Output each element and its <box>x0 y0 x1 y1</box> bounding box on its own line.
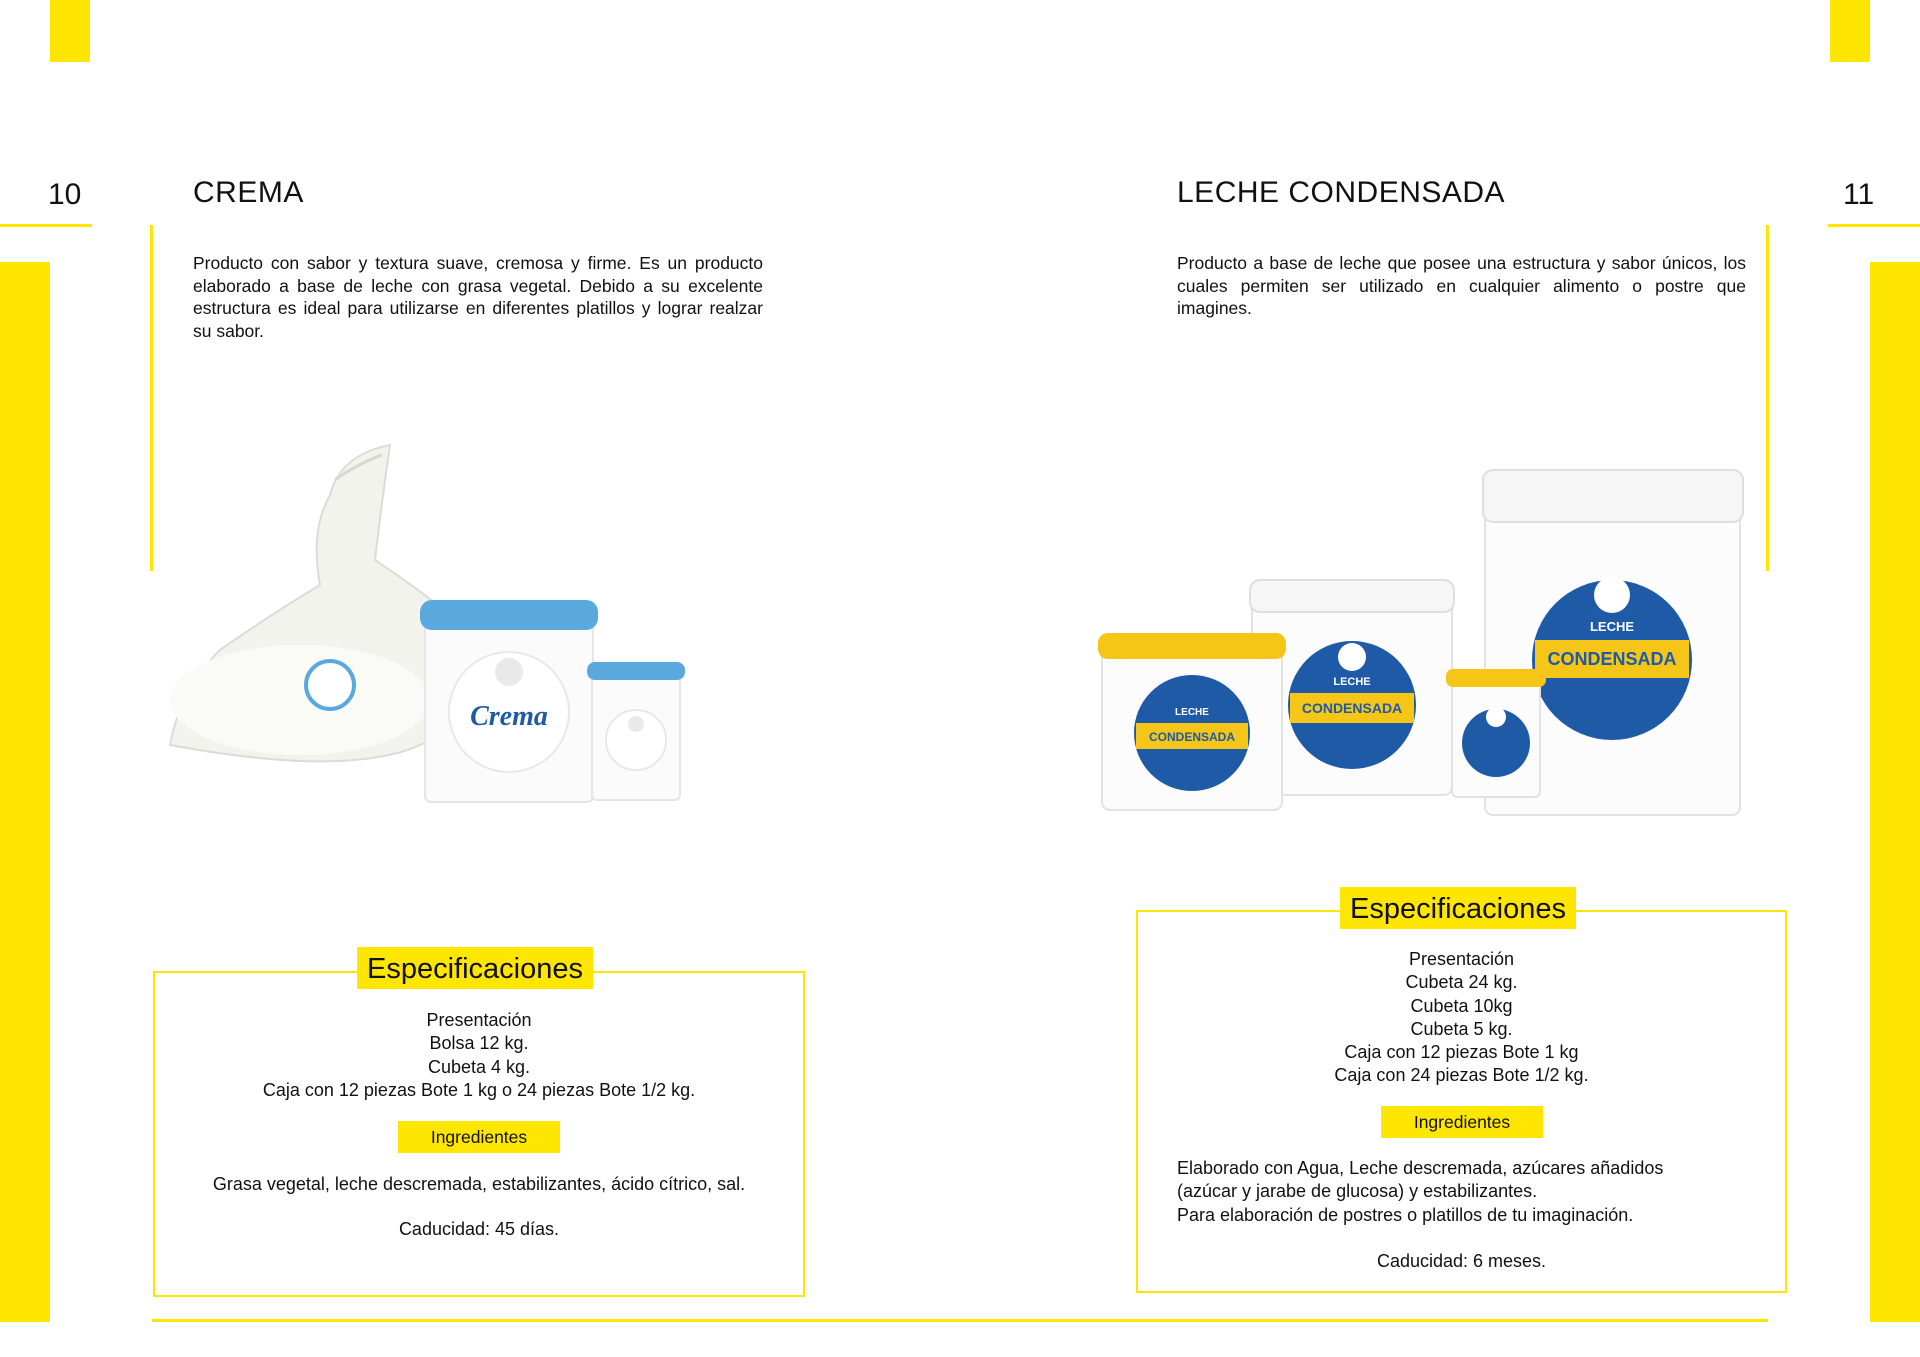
left-page-number: 10 <box>48 178 82 211</box>
condensada-big-label-2: CONDENSADA <box>1547 649 1677 669</box>
crema-label-text: Crema <box>470 701 548 732</box>
condensada-presentation-item: Caja con 24 piezas Bote 1/2 kg. <box>1334 1065 1589 1086</box>
crema-ingredients-heading: Ingredientes <box>398 1121 560 1153</box>
top-right-yellow-bar <box>1830 0 1870 62</box>
crema-presentation-item: Cubeta 4 kg. <box>427 1056 531 1077</box>
condensada-ingredients-line: Para elaboración de postres o platillos de tu imaginación. <box>1177 1204 1634 1225</box>
condensada-specs-heading: Especificaciones <box>1340 887 1576 929</box>
left-vertical-rule <box>150 225 153 571</box>
condensada-presentation <box>1136 948 1787 1088</box>
crema-shelf-life: Caducidad: 45 días. <box>398 1219 560 1239</box>
bottom-rule <box>152 1319 1768 1322</box>
right-yellow-bar <box>1870 262 1920 1322</box>
condensada-presentation-item: Caja con 12 piezas Bote 1 kg <box>1344 1042 1579 1063</box>
crema-product-image <box>160 440 700 810</box>
condensada-mid-label-2: CONDENSADA <box>1301 700 1403 716</box>
crema-title: CREMA <box>193 176 304 209</box>
condensada-title: LECHE CONDENSADA <box>1177 176 1506 209</box>
right-page-number: 11 <box>1843 178 1875 211</box>
condensada-small-label-2: CONDENSADA <box>1148 730 1236 744</box>
crema-presentation-item: Bolsa 12 kg. <box>429 1033 529 1054</box>
crema-specs-heading: Especificaciones <box>357 947 593 989</box>
condensada-ingredients <box>1177 1157 1777 1227</box>
condensada-product-image <box>1090 465 1770 825</box>
condensada-big-label-1: LECHE <box>1589 619 1635 634</box>
crema-description: Producto con sabor y textura suave, cremosa y firme. Es un producto elaborado a base de leche con grasa vegetal. Debido a su excelente estructura es ideal para utilizarse en diferentes platillos y lograr realzar su sabor. <box>193 253 763 341</box>
crema-presentation-item: Caja con 12 piezas Bote 1 kg o 24 piezas Bote 1/2 kg. <box>262 1079 696 1100</box>
condensada-ingredients-heading: Ingredientes <box>1381 1106 1543 1138</box>
condensada-description: Producto a base de leche que posee una estructura y sabor únicos, los cuales permiten ser utilizado en cualquier alimento o postre que imagines. <box>1177 253 1746 318</box>
right-page-number-rule <box>1828 224 1920 227</box>
condensada-presentation-title: Presentación <box>1408 949 1515 969</box>
left-page-number-rule <box>0 224 92 227</box>
condensada-shelf-life: Caducidad: 6 meses. <box>1376 1251 1547 1271</box>
condensada-ingredients-line: (azúcar y jarabe de glucosa) y estabilizantes. <box>1177 1181 1538 1202</box>
condensada-presentation-item: Cubeta 5 kg. <box>1410 1018 1513 1039</box>
condensada-ingredients-line: Elaborado con Agua, Leche descremada, azúcares añadidos <box>1177 1158 1664 1178</box>
crema-presentation-title: Presentación <box>426 1010 532 1030</box>
condensada-presentation-item: Cubeta 10kg <box>1410 995 1513 1016</box>
crema-ingredients: Grasa vegetal, leche descremada, estabilizantes, ácido cítrico, sal. <box>212 1174 746 1194</box>
crema-presentation <box>153 1009 805 1102</box>
top-left-yellow-bar <box>50 0 90 62</box>
condensada-small-label-1: LECHE <box>1175 707 1209 718</box>
left-yellow-bar <box>0 262 50 1322</box>
condensada-presentation-item: Cubeta 24 kg. <box>1405 972 1518 993</box>
condensada-mid-label-1: LECHE <box>1333 676 1371 688</box>
